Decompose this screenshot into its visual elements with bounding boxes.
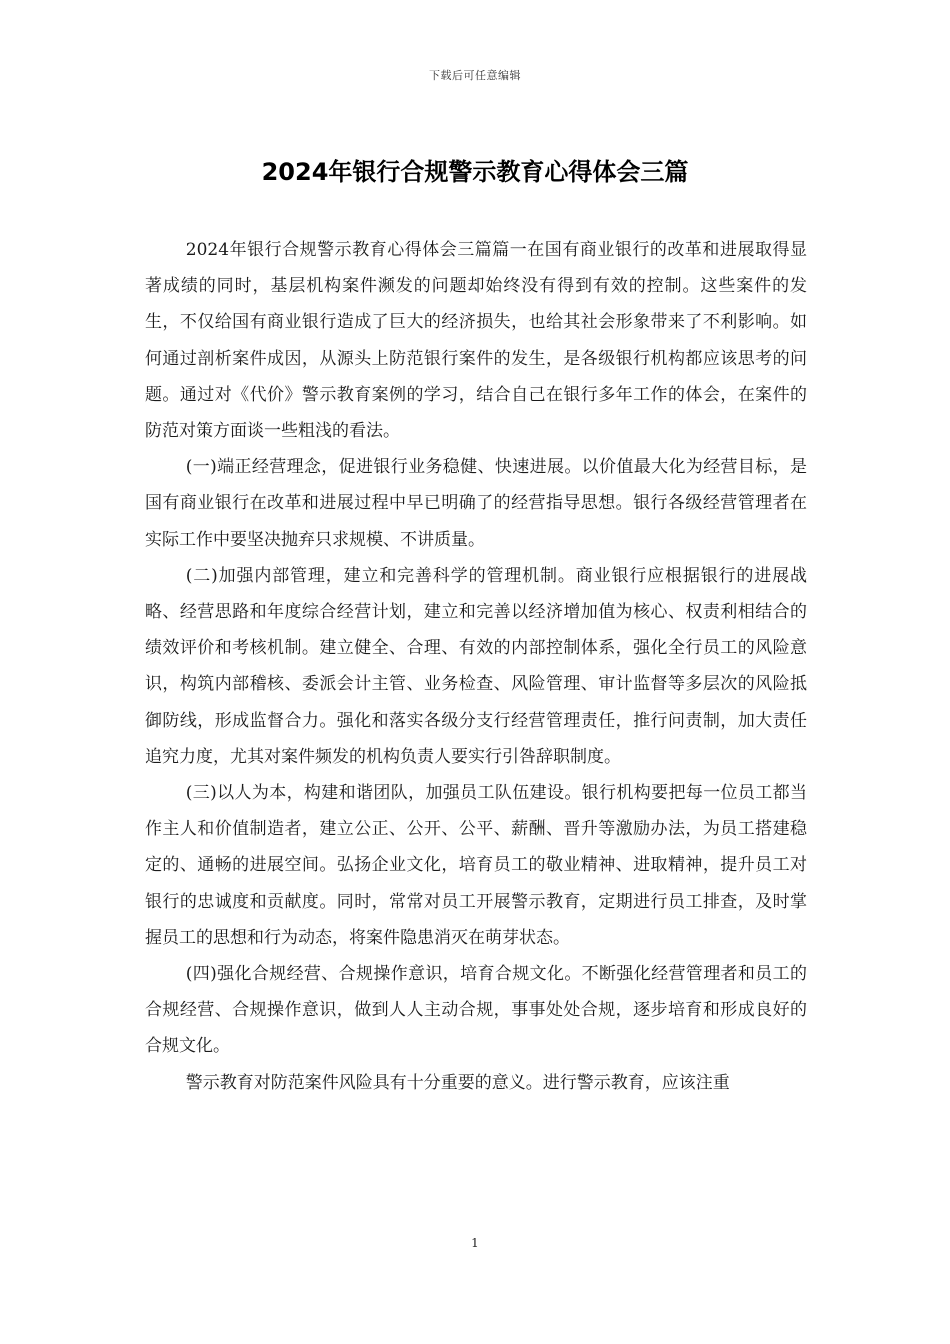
paragraph-point-1: (一)端正经营理念，促进银行业务稳健、快速进展。以价值最大化为经营目标，是国有商业银行在改革和进展过程中早已明确了的经营指导思想。银行各级经营管理者在实际工作中要坚决抛弃只求规模、不讲质量。: [145, 457, 807, 550]
document-title: 2024年银行合规警示教育心得体会三篇: [261, 158, 689, 186]
paragraph-closing: 警示教育对防范案件风险具有十分重要的意义。进行警示教育，应该注重: [185, 1072, 730, 1093]
page-number: 1: [471, 1236, 479, 1250]
document-body: [145, 232, 807, 1101]
paragraph-point-2: (二)加强内部管理，建立和完善科学的管理机制。商业银行应根据银行的进展战略、经营思路和年度综合经营计划，建立和完善以经济增加值为核心、权责利相结合的绩效评价和考核机制。建立健全、合理、有效的内部控制体系，强化全行员工的风险意识，构筑内部稽核、委派会计主管、业务检查、风险管理、审计监督等多层次的风险抵御防线，形成监督合力。强化和落实各级分支行经营管理责任，推行问责制，加大责任追究力度，尤其对案件频发的机构负责人要实行引咎辞职制度。: [145, 565, 807, 767]
paragraph-intro: 2024年银行合规警示教育心得体会三篇篇一在国有商业银行的改革和进展取得显著成绩的同时，基层机构案件濒发的问题却始终没有得到有效的控制。这些案件的发生，不仅给国有商业银行造成了巨大的经济损失，也给其社会形象带来了不利影响。如何通过剖析案件成因，从源头上防范银行案件的发生，是各级银行机构都应该思考的问题。通过对《代价》警示教育案例的学习，结合自己在银行多年工作的体会，在案件的防范对策方面谈一些粗浅的看法。: [145, 240, 807, 442]
paragraph-point-4: (四)强化合规经营、合规操作意识，培育合规文化。不断强化经营管理者和员工的合规经营、合规操作意识，做到人人主动合规，事事处处合规，逐步培育和形成良好的合规文化。: [145, 964, 807, 1057]
paragraph-point-3: (三)以人为本，构建和谐团队，加强员工队伍建设。银行机构要把每一位员工都当作主人和价值制造者，建立公正、公开、公平、薪酬、晋升等激励办法，为员工搭建稳定的、通畅的进展空间。弘扬企业文化，培育员工的敬业精神、进取精神，提升员工对银行的忠诚度和贡献度。同时，常常对员工开展警示教育，定期进行员工排查，及时掌握员工的思想和行为动态，将案件隐患消灭在萌芽状态。: [145, 783, 807, 948]
header-note: 下载后可任意编辑: [429, 69, 521, 82]
